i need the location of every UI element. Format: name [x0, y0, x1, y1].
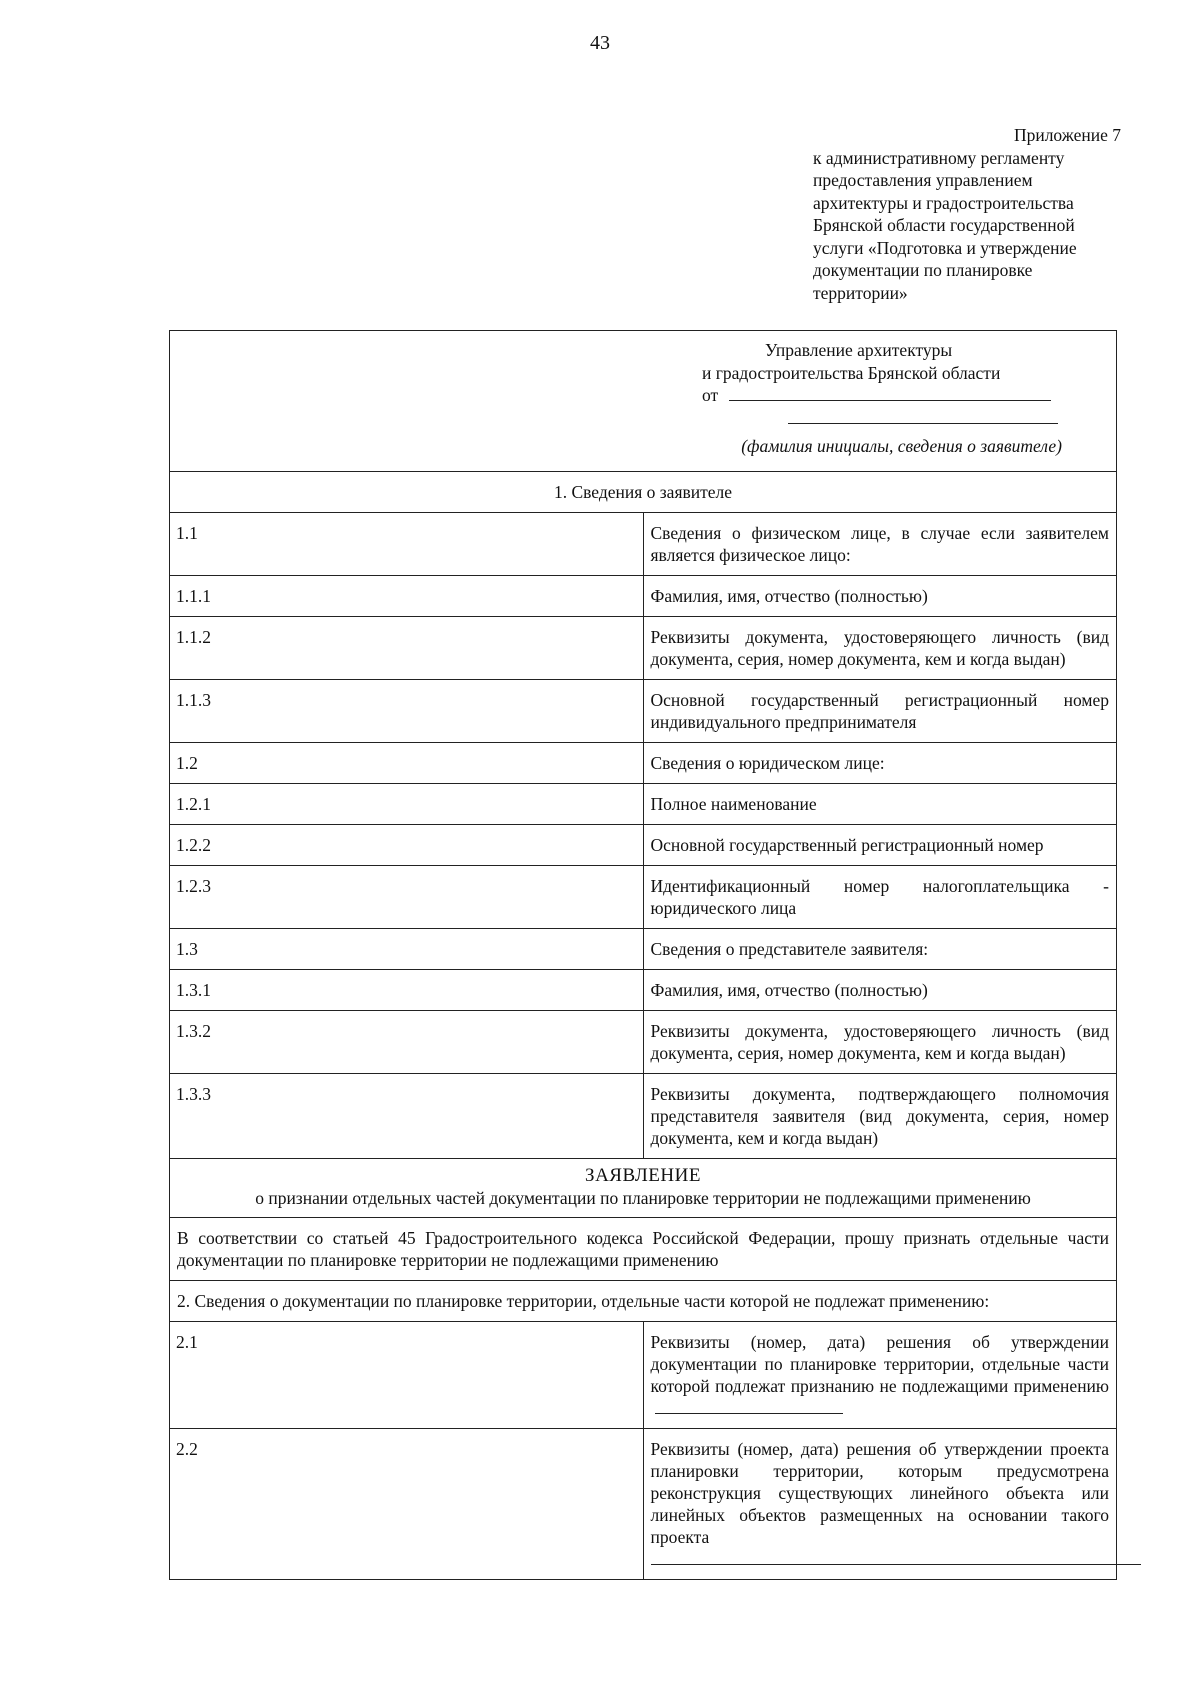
- appendix-line: Брянской области государственной: [813, 215, 1075, 235]
- table-row: [170, 576, 1117, 617]
- table-row: [170, 970, 1117, 1011]
- table-row: [170, 617, 1117, 680]
- row-number: 1.1.1: [170, 576, 644, 617]
- header-row: [170, 331, 1117, 472]
- statement-title-row: [170, 1159, 1117, 1218]
- table-row: [170, 1429, 1117, 1580]
- statement-subtitle: о признании отдельных частей документации по планировке территории не подлежащими применению: [255, 1188, 1031, 1208]
- applicant-hint: (фамилия инициалы, сведения о заявителе): [741, 435, 1062, 456]
- appendix-line: услуги «Подготовка и утверждение: [813, 237, 1077, 258]
- row-number: 2.1: [170, 1322, 644, 1429]
- header-cell: [170, 331, 1117, 472]
- table-row: [170, 825, 1117, 866]
- row-text: Сведения о физическом лице, в случае если заявителем является физическое лицо:: [643, 513, 1117, 576]
- row-text: Сведения о представителе заявителя:: [643, 929, 1117, 970]
- row-number: 1.2.1: [170, 784, 644, 825]
- row-number: 1.3.2: [170, 1011, 644, 1074]
- row-text: Фамилия, имя, отчество (полностью): [643, 970, 1117, 1011]
- appendix-line: архитектуры и градостроительства: [813, 192, 1074, 213]
- table-row: [170, 743, 1117, 784]
- row-text-with-field: [643, 1429, 1117, 1580]
- table-row: [170, 1322, 1117, 1429]
- table-row: [170, 513, 1117, 576]
- statement-title: ЗАЯВЛЕНИЕ: [585, 1165, 701, 1186]
- row-text: Идентификационный номер налогоплательщика - юридического лица: [643, 866, 1117, 929]
- recipient-block: [702, 339, 1062, 457]
- row-number: 1.3: [170, 929, 644, 970]
- row-text: Фамилия, имя, отчество (полностью): [643, 576, 1117, 617]
- row-number: 1.2.3: [170, 866, 644, 929]
- applicant-fill-line-2[interactable]: [788, 407, 1058, 424]
- row-number: 1.2.2: [170, 825, 644, 866]
- section-2-title: 2. Сведения о документации по планировке территории, отдельные части которой не подлежат применению:: [170, 1281, 1117, 1322]
- page-number: 43: [590, 32, 610, 54]
- row-text: Основной государственный регистрационный номер: [643, 825, 1117, 866]
- appendix-line: предоставления управлением: [813, 170, 1033, 190]
- row-text: Полное наименование: [643, 784, 1117, 825]
- row-number: 1.3.1: [170, 970, 644, 1011]
- table-row: [170, 680, 1117, 743]
- row-number: 1.2: [170, 743, 644, 784]
- decision-details-field[interactable]: [655, 1397, 843, 1414]
- section-title-row: [170, 1281, 1117, 1322]
- table-row: [170, 784, 1117, 825]
- table-row: [170, 1011, 1117, 1074]
- appendix-title: Приложение 7: [1013, 125, 1121, 145]
- row-text: Реквизиты документа, удостоверяющего личность (вид документа, серия, номер документа, кем и когда выдан): [643, 617, 1117, 680]
- from-label: от: [702, 385, 719, 405]
- row-text-with-field: [643, 1322, 1117, 1429]
- row-text: Основной государственный регистрационный номер индивидуального предпринимателя: [643, 680, 1117, 743]
- appendix-line: к административному регламенту: [813, 147, 1065, 168]
- project-details-field[interactable]: [651, 1548, 1141, 1565]
- section-1-title: 1. Сведения о заявителе: [170, 472, 1117, 513]
- row-number: 1.1.2: [170, 617, 644, 680]
- statement-body: В соответствии со статьей 45 Градостроительного кодекса Российской Федерации, прошу признать отдельные части документации по планировке территории не подлежащими применению: [170, 1218, 1117, 1281]
- row-text: Реквизиты документа, подтверждающего полномочия представителя заявителя (вид документа, серия, номер документа, кем и когда выдан): [643, 1074, 1117, 1159]
- recipient-line-1: Управление архитектуры: [765, 340, 953, 360]
- row-number: 2.2: [170, 1429, 644, 1580]
- row-number: 1.1: [170, 513, 644, 576]
- row-text: Сведения о юридическом лице:: [643, 743, 1117, 784]
- statement-heading: [170, 1159, 1117, 1218]
- appendix-line: территории»: [813, 282, 908, 303]
- recipient-line-2: и градостроительства Брянской области: [702, 362, 1001, 383]
- row-number: 1.3.3: [170, 1074, 644, 1159]
- row-text: Реквизиты (номер, дата) решения об утверждении документации по планировке территории, отдельные части которой подлежат признанию не подлежащими применению: [650, 1332, 1109, 1396]
- appendix-line: документации по планировке: [813, 260, 1033, 280]
- applicant-fill-line[interactable]: [729, 384, 1051, 401]
- appendix-block: [813, 124, 1133, 304]
- table-row: [170, 1074, 1117, 1159]
- row-number: 1.1.3: [170, 680, 644, 743]
- statement-body-row: [170, 1218, 1117, 1281]
- row-text: Реквизиты (номер, дата) решения об утверждении проекта планировки территории, которым предусмотрена реконструкция существующих линейного объекта или линейных объектов размещенных на основании такого проекта: [650, 1439, 1109, 1547]
- section-title-row: [170, 472, 1117, 513]
- row-text: Реквизиты документа, удостоверяющего личность (вид документа, серия, номер документа, кем и когда выдан): [643, 1011, 1117, 1074]
- from-line: [702, 384, 1062, 407]
- application-form-table: [169, 330, 1117, 1580]
- table-row: [170, 866, 1117, 929]
- table-row: [170, 929, 1117, 970]
